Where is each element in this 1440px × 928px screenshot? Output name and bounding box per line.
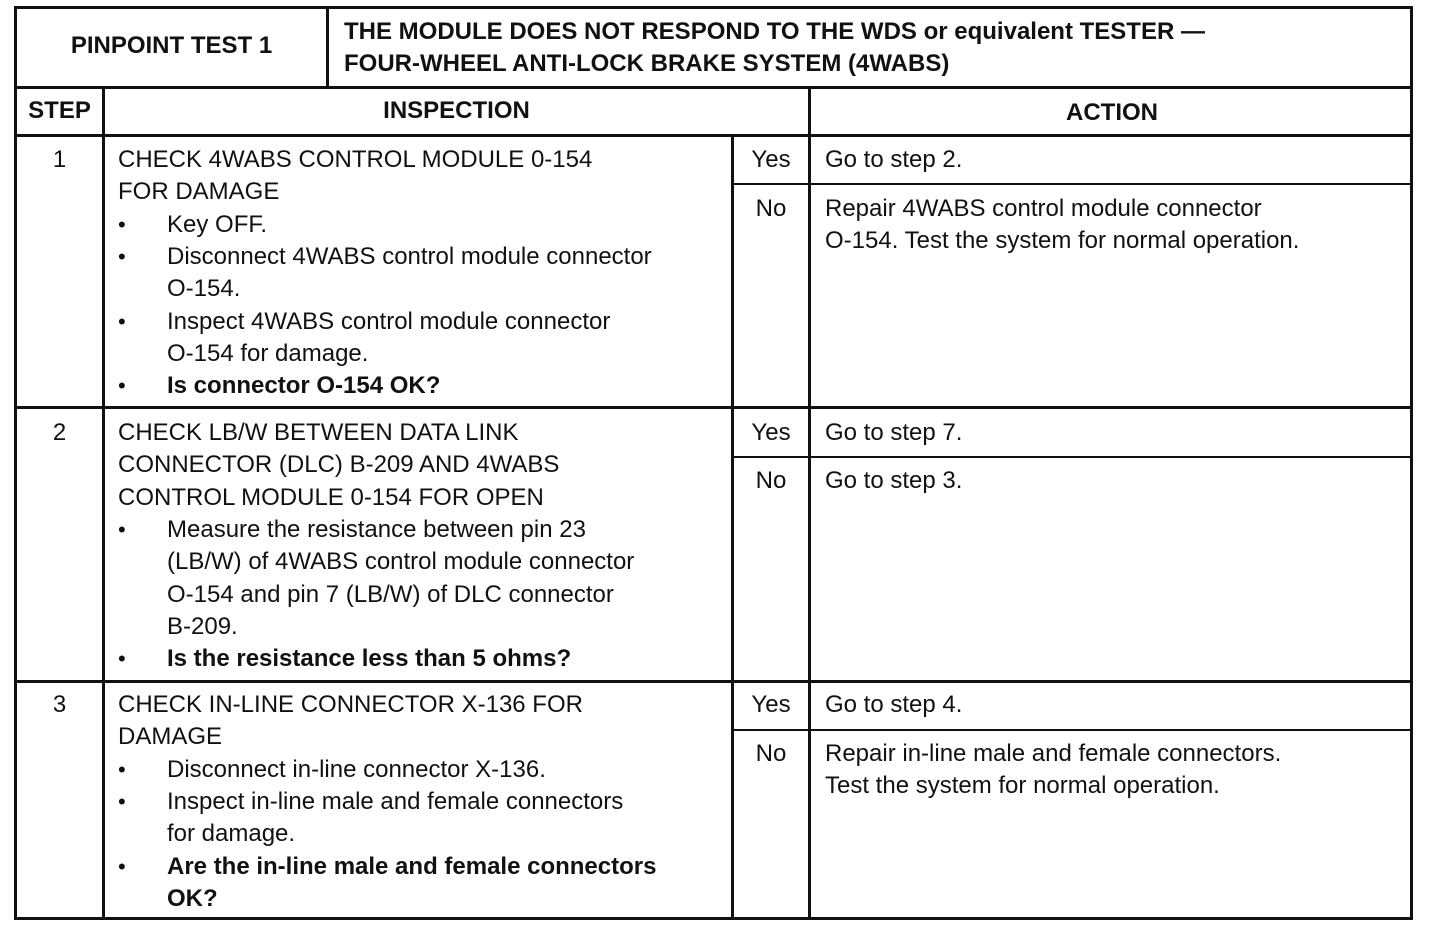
inspection-bullet-line: Disconnect in-line connector X-136. [167,755,546,783]
yesno-column-divider [731,136,734,920]
bullet-icon: • [118,646,126,672]
column-header-bottom-rule [14,134,1413,137]
no-action-text: Test the system for normal operation. [825,772,1220,800]
yes-label: Yes [751,146,791,173]
test-label: PINPOINT TEST 1 [70,32,273,59]
no-action-text: Repair in-line male and female connectors. [825,740,1282,767]
inspection-title-line: FOR DAMAGE [118,178,280,206]
inspection-column-header: INSPECTION [383,97,530,124]
inspection-title-line: CHECK LB/W BETWEEN DATA LINK [118,419,519,446]
inspection-title-line: CHECK 4WABS CONTROL MODULE 0-154 [118,146,593,173]
inspection-bullet-line: Inspect in-line male and female connectors [167,787,624,815]
step-number: 2 [52,419,67,446]
inspection-title-line: DAMAGE [118,723,223,751]
bullet-icon: • [118,243,126,269]
no-action-text: O-154. Test the system for normal operation. [825,227,1300,255]
inspection-bullet-line: Measure the resistance between pin 23 [167,515,586,543]
step-number: 3 [52,691,67,718]
row-2-yes-rule [733,456,1413,458]
step-number: 1 [52,146,67,173]
action-column-divider [808,88,811,920]
inspection-bullet-line: O-154. [167,275,241,303]
action-column-header: ACTION [1066,99,1158,126]
row-1-bottom-rule [14,406,1413,409]
inspection-title-line: CHECK IN-LINE CONNECTOR X-136 FOR [118,691,583,718]
bullet-icon: • [118,373,126,399]
no-action-text: Repair 4WABS control module connector [825,195,1262,222]
inspection-bullet-line: B-209. [167,612,238,640]
bullet-icon: • [118,516,126,542]
yes-label: Yes [751,691,791,718]
yes-action-text: Go to step 7. [825,419,963,446]
inspection-title-line: CONTROL MODULE 0-154 FOR OPEN [118,483,544,511]
inspection-bullet-line: for damage. [167,820,296,848]
row-3-yes-rule [733,729,1413,731]
step-column-header: STEP [28,97,91,124]
inspection-bullet-line: OK? [167,884,218,912]
no-label: No [755,740,787,767]
bullet-icon: • [118,756,126,782]
yes-action-text: Go to step 2. [825,146,963,173]
yes-label: Yes [751,419,791,446]
yes-action-text: Go to step 4. [825,691,963,718]
inspection-bullet-line: O-154 and pin 7 (LB/W) of DLC connector [167,580,614,608]
inspection-bullet-line: Is the resistance less than 5 ohms? [167,645,572,673]
bullet-icon: • [118,853,126,879]
header-divider [326,6,329,88]
inspection-bullet-line: Disconnect 4WABS control module connector [167,242,652,270]
inspection-bullet-line: Key OFF. [167,210,268,238]
inspection-bullet-line: Is connector O-154 OK? [167,372,441,400]
row-2-bottom-rule [14,680,1413,683]
header-bottom-rule [14,86,1413,89]
test-title-line-1: THE MODULE DOES NOT RESPOND TO THE WDS or equivalent TESTER — [344,18,1205,45]
row-1-yes-rule [733,183,1413,185]
bullet-icon: • [118,211,126,237]
no-label: No [755,467,787,494]
inspection-bullet-line: Inspect 4WABS control module connector [167,307,611,335]
inspection-bullet-line: Are the in-line male and female connectors [167,852,657,880]
test-title-line-2: FOUR-WHEEL ANTI-LOCK BRAKE SYSTEM (4WABS) [344,50,950,77]
bullet-icon: • [118,308,126,334]
inspection-bullet-line: (LB/W) of 4WABS control module connector [167,548,635,576]
step-column-divider [102,88,105,920]
no-label: No [755,195,787,222]
inspection-title-line: CONNECTOR (DLC) B-209 AND 4WABS [118,451,560,479]
inspection-bullet-line: O-154 for damage. [167,339,369,367]
bullet-icon: • [118,788,126,814]
no-action-text: Go to step 3. [825,467,963,494]
